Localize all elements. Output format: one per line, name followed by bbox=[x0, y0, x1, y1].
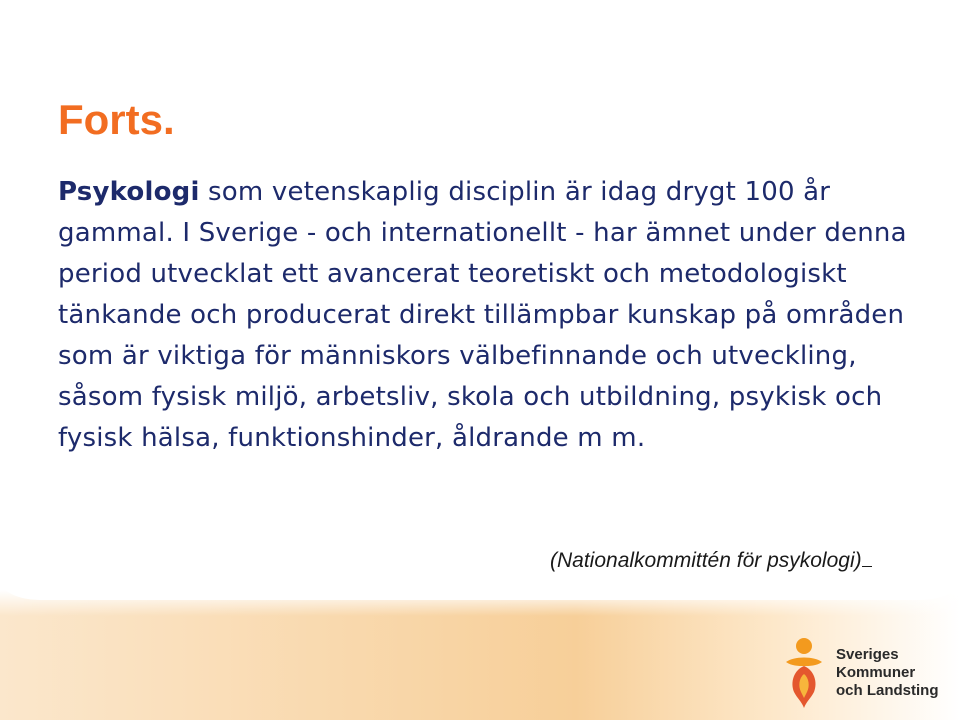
body-lead-term: Psykologi bbox=[58, 177, 200, 207]
citation-underline bbox=[862, 548, 872, 567]
skl-logo-text bbox=[836, 646, 939, 700]
slide-title: Forts. bbox=[58, 96, 175, 143]
citation bbox=[550, 547, 872, 575]
citation-text: (Nationalkommittén för psykologi) bbox=[550, 549, 862, 572]
skl-figure-icon bbox=[780, 636, 828, 710]
logo-line-2: Kommuner bbox=[836, 664, 916, 681]
body-paragraph bbox=[58, 172, 918, 459]
logo-line-1: Sveriges bbox=[836, 646, 899, 663]
skl-logo bbox=[780, 636, 950, 710]
body-text-rest: som vetenskaplig disciplin är idag drygt 100 år gammal. I Sverige - och internationellt - har ämnet under denna period utvecklat ett avancerat teoretiskt och metodologiskt tänkande och producerat direkt tillämpbar kunskap på områden som är viktiga för människors välbefinnande och utveckling, såsom fysisk miljö, arbetsliv, skola och utbildning, psykisk och fysisk hälsa, funktionshinder, åldrande m m. bbox=[58, 177, 907, 453]
logo-line-3: och Landsting bbox=[836, 682, 939, 699]
